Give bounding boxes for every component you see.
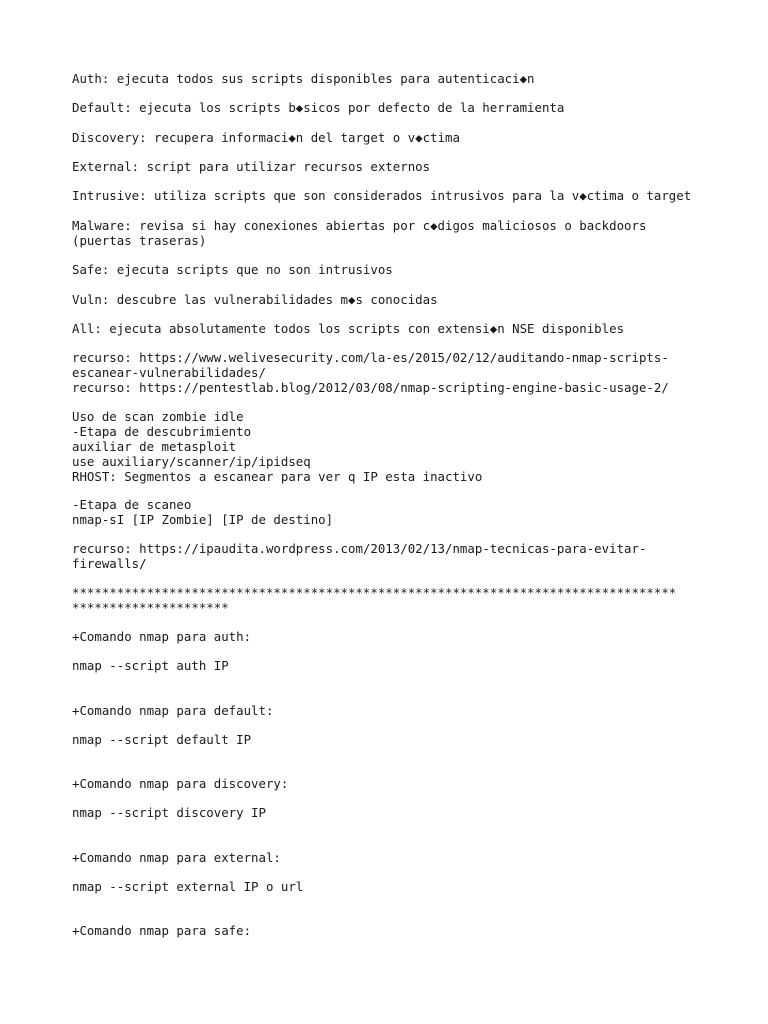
text-line: Default: ejecuta los scripts b◆sicos por defecto de la herramienta: [72, 100, 565, 115]
separator-line: *********************************************************************************: [72, 585, 677, 600]
section-heading: +Comando nmap para default:: [72, 703, 274, 718]
command-line: nmap --script external IP o url: [72, 879, 304, 894]
text-line: Malware: revisa si hay conexiones abiertas por c◆digos maliciosos o backdoors: [72, 218, 647, 233]
text-line: Auth: ejecuta todos sus scripts disponibles para autenticaci◆n: [72, 71, 535, 86]
section-heading: +Comando nmap para external:: [72, 850, 281, 865]
command-line: nmap --script auth IP: [72, 658, 229, 673]
command-line: nmap --script discovery IP: [72, 805, 266, 820]
text-line: -Etapa de descubrimiento: [72, 424, 252, 439]
text-line: auxiliar de metasploit: [72, 439, 237, 454]
link-text: escanear-vulnerabilidades/: [72, 365, 266, 380]
text-line: nmap-sI [IP Zombie] [IP de destino]: [72, 512, 334, 527]
text-line: External: script para utilizar recursos externos: [72, 159, 431, 174]
text-line: Vuln: descubre las vulnerabilidades m◆s conocidas: [72, 292, 438, 307]
text-line: All: ejecuta absolutamente todos los scripts con extensi◆n NSE disponibles: [72, 321, 625, 336]
text-line: RHOST: Segmentos a escanear para ver q IP esta inactivo: [72, 469, 483, 484]
text-line: use auxiliary/scanner/ip/ipidseq: [72, 454, 311, 469]
link-text: recurso: https://ipaudita.wordpress.com/2013/02/13/nmap-tecnicas-para-evitar-: [72, 541, 647, 556]
section-heading: +Comando nmap para discovery:: [72, 776, 289, 791]
link-text: recurso: https://www.welivesecurity.com/la-es/2015/02/12/auditando-nmap-scripts-: [72, 350, 669, 365]
link-text: recurso: https://pentestlab.blog/2012/03/08/nmap-scripting-engine-basic-usage-2/: [72, 380, 669, 395]
text-line: Discovery: recupera informaci◆n del target o v◆ctima: [72, 130, 460, 145]
separator-line: *********************: [72, 600, 229, 615]
section-heading: +Comando nmap para safe:: [72, 923, 252, 938]
text-line: Safe: ejecuta scripts que no son intrusivos: [72, 262, 393, 277]
section-heading: +Comando nmap para auth:: [72, 629, 252, 644]
text-line: Intrusive: utiliza scripts que son considerados intrusivos para la v◆ctima o target: [72, 188, 692, 203]
text-line: (puertas traseras): [72, 233, 207, 248]
command-line: nmap --script default IP: [72, 732, 252, 747]
text-line: -Etapa de scaneo: [72, 497, 192, 512]
text-line: Uso de scan zombie idle: [72, 409, 244, 424]
link-text: firewalls/: [72, 556, 147, 571]
